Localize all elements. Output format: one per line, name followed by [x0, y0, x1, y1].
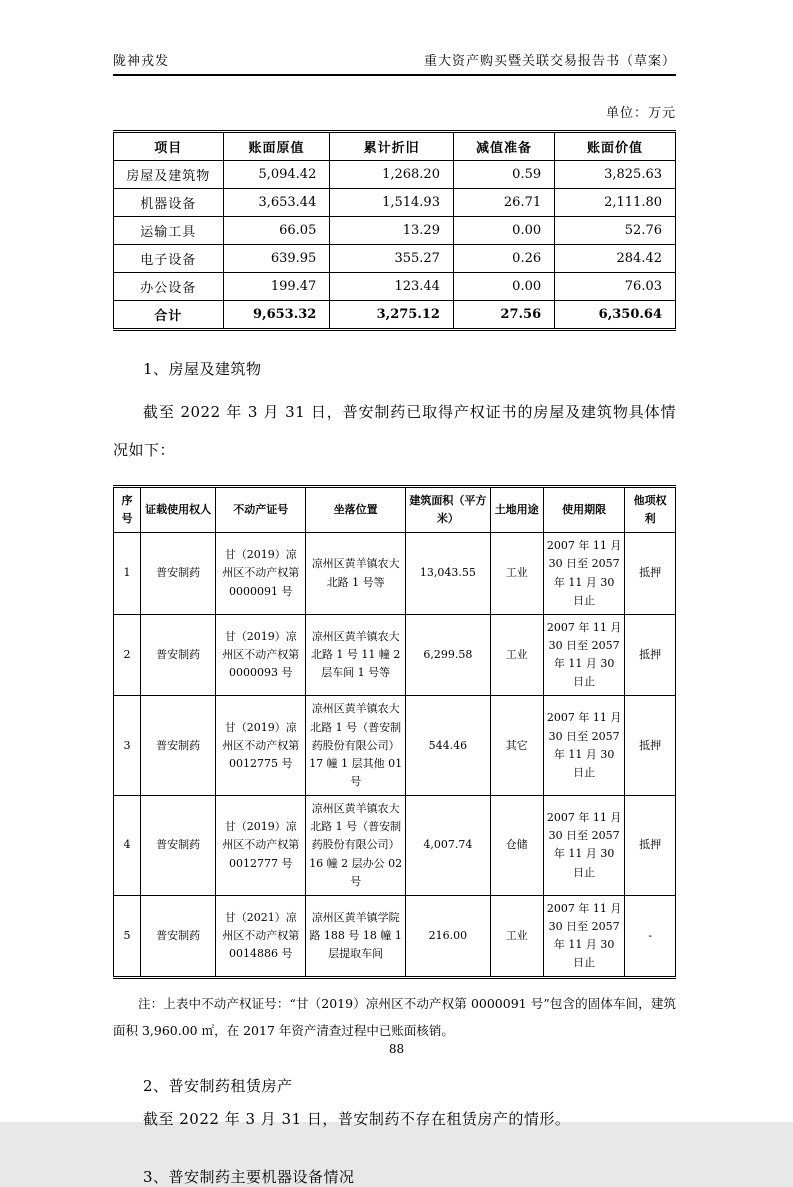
column-header: 建筑面积（平方米）: [406, 487, 490, 533]
term-cell: 2007 年 11 月 30 日至 2057 年 11 月 30 日止: [543, 614, 624, 696]
property-certificates-table: [113, 485, 676, 979]
column-header: 证载使用权人: [140, 487, 215, 533]
asset-summary-table: [113, 130, 676, 331]
item-cell: 房屋及建筑物: [114, 161, 224, 189]
column-header: 不动产证号: [216, 487, 306, 533]
asset-table-header-row: [114, 132, 676, 161]
total-value-cell: 9,653.32: [223, 301, 330, 330]
total-value-cell: 6,350.64: [555, 301, 676, 330]
holder-cell: 普安制药: [140, 696, 215, 796]
value-cell: 1,268.20: [330, 161, 454, 189]
value-cell: 0.00: [453, 217, 554, 245]
value-cell: 639.95: [223, 245, 330, 273]
column-header: 项目: [114, 132, 224, 161]
section-2-heading: 2、普安制药租赁房产: [143, 1077, 293, 1096]
holder-cell: 普安制药: [140, 533, 215, 615]
area-cell: 6,299.58: [406, 614, 490, 696]
area-cell: 4,007.74: [406, 796, 490, 896]
land-use-cell: 工业: [490, 895, 543, 978]
certificate-cell: 甘（2019）凉州区不动产权第 0012775 号: [216, 696, 306, 796]
encumbrance-cell: 抵押: [625, 614, 676, 696]
page-number: 88: [388, 1042, 405, 1056]
column-header: 减值准备: [453, 132, 554, 161]
certificate-cell: 甘（2019）凉州区不动产权第 0000093 号: [216, 614, 306, 696]
land-use-cell: 工业: [490, 614, 543, 696]
column-header: 坐落位置: [306, 487, 406, 533]
value-cell: 355.27: [330, 245, 454, 273]
section-3-heading: 3、普安制药主要机器设备情况: [143, 1168, 355, 1187]
table-row: [114, 533, 676, 615]
section-2-paragraph: 截至 2022 年 3 月 31 日，普安制药不存在租赁房产的情形。: [143, 1110, 571, 1129]
header-document-title: 重大资产购买暨关联交易报告书（草案）: [423, 54, 676, 69]
column-header: 序号: [114, 487, 141, 533]
table-row: [114, 161, 676, 189]
value-cell: 26.71: [453, 189, 554, 217]
term-cell: 2007 年 11 月 30 日至 2057 年 11 月 30 日止: [543, 533, 624, 615]
value-cell: 76.03: [555, 273, 676, 301]
seq-cell: 5: [114, 895, 141, 978]
total-value-cell: 3,275.12: [330, 301, 454, 330]
area-cell: 544.46: [406, 696, 490, 796]
value-cell: 13.29: [330, 217, 454, 245]
location-cell: 凉州区黄羊镇学院路 188 号 18 幢 1 层提取车间: [306, 895, 406, 978]
column-header: 账面价值: [555, 132, 676, 161]
value-cell: 284.42: [555, 245, 676, 273]
table-row: [114, 796, 676, 896]
value-cell: 1,514.93: [330, 189, 454, 217]
land-use-cell: 仓储: [490, 796, 543, 896]
column-header: 累计折旧: [330, 132, 454, 161]
certificate-cell: 甘（2019）凉州区不动产权第 0000091 号: [216, 533, 306, 615]
certificate-cell: 甘（2021）凉州区不动产权第 0014886 号: [216, 895, 306, 978]
value-cell: 123.44: [330, 273, 454, 301]
section-1-heading: 1、房屋及建筑物: [143, 360, 262, 378]
seq-cell: 3: [114, 696, 141, 796]
seq-cell: 1: [114, 533, 141, 615]
value-cell: 3,653.44: [223, 189, 330, 217]
value-cell: 52.76: [555, 217, 676, 245]
location-cell: 凉州区黄羊镇农大北路 1 号（普安制药股份有限公司）17 幢 1 层其他 01 号: [306, 696, 406, 796]
total-label-cell: 合计: [114, 301, 224, 330]
term-cell: 2007 年 11 月 30 日至 2057 年 11 月 30 日止: [543, 696, 624, 796]
area-cell: 216.00: [406, 895, 490, 978]
total-row: [114, 301, 676, 330]
encumbrance-cell: 抵押: [625, 696, 676, 796]
section-1-paragraph: 截至 2022 年 3 月 31 日，普安制药已取得产权证书的房屋及建筑物具体情况如下：: [113, 403, 676, 459]
item-cell: 办公设备: [114, 273, 224, 301]
location-cell: 凉州区黄羊镇农大北路 1 号（普安制药股份有限公司）16 幢 2 层办公 02 号: [306, 796, 406, 896]
location-cell: 凉州区黄羊镇农大北路 1 号等: [306, 533, 406, 615]
land-use-cell: 其它: [490, 696, 543, 796]
holder-cell: 普安制药: [140, 614, 215, 696]
table-row: [114, 895, 676, 978]
table-row: [114, 614, 676, 696]
table-row: [114, 217, 676, 245]
value-cell: 5,094.42: [223, 161, 330, 189]
holder-cell: 普安制药: [140, 895, 215, 978]
value-cell: 0.00: [453, 273, 554, 301]
value-cell: 2,111.80: [555, 189, 676, 217]
value-cell: 0.26: [453, 245, 554, 273]
value-cell: 3,825.63: [555, 161, 676, 189]
unit-label: 单位：万元: [605, 106, 676, 121]
term-cell: 2007 年 11 月 30 日至 2057 年 11 月 30 日止: [543, 796, 624, 896]
encumbrance-cell: 抵押: [625, 533, 676, 615]
term-cell: 2007 年 11 月 30 日至 2057 年 11 月 30 日止: [543, 895, 624, 978]
seq-cell: 4: [114, 796, 141, 896]
total-value-cell: 27.56: [453, 301, 554, 330]
item-cell: 电子设备: [114, 245, 224, 273]
value-cell: 66.05: [223, 217, 330, 245]
seq-cell: 2: [114, 614, 141, 696]
location-cell: 凉州区黄羊镇农大北路 1 号 11 幢 2 层车间 1 号等: [306, 614, 406, 696]
value-cell: 0.59: [453, 161, 554, 189]
table-row: [114, 273, 676, 301]
running-header: [113, 50, 676, 76]
table-row: [114, 189, 676, 217]
property-table-header-row: [114, 487, 676, 533]
table-note: 注：上表中不动产权证号：“甘（2019）凉州区不动产权第 0000091 号”包含的固体车间，建筑面积 3,960.00 ㎡，在 2017 年资产清查过程中已账面核销。: [113, 996, 676, 1039]
item-cell: 运输工具: [114, 217, 224, 245]
column-header: 土地用途: [490, 487, 543, 533]
holder-cell: 普安制药: [140, 796, 215, 896]
encumbrance-cell: -: [625, 895, 676, 978]
column-header: 使用期限: [543, 487, 624, 533]
value-cell: 199.47: [223, 273, 330, 301]
area-cell: 13,043.55: [406, 533, 490, 615]
certificate-cell: 甘（2019）凉州区不动产权第 0012777 号: [216, 796, 306, 896]
header-company-name: 陇神戎发: [113, 54, 170, 69]
item-cell: 机器设备: [114, 189, 224, 217]
table-row: [114, 696, 676, 796]
column-header: 账面原值: [223, 132, 330, 161]
encumbrance-cell: 抵押: [625, 796, 676, 896]
land-use-cell: 工业: [490, 533, 543, 615]
table-row: [114, 245, 676, 273]
column-header: 他项权利: [625, 487, 676, 533]
